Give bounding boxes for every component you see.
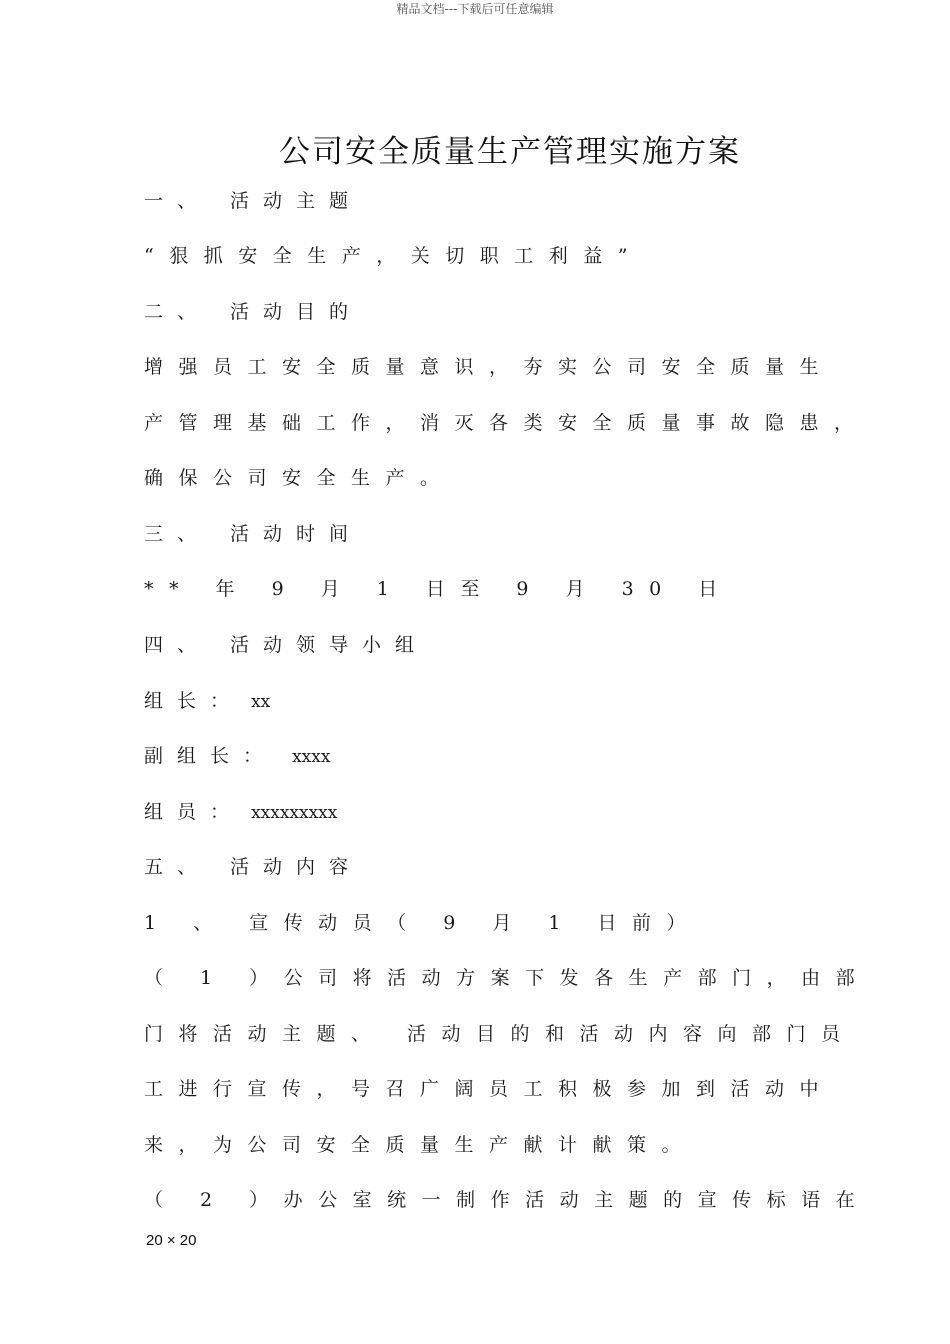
- page-header: 精品文档---下载后可任意编辑: [396, 2, 554, 16]
- paragraph-purpose-line-3: 确保公司安全生产。: [144, 467, 455, 489]
- section-heading-5: 五、 活动内容: [144, 856, 363, 878]
- paragraph-purpose-line-2: 产管理基础工作，消灭各类安全质量事故隐患，: [144, 412, 869, 434]
- page-size-label: 20 × 20: [146, 1232, 197, 1249]
- paragraph-time: ** 年 9 月 1 日至 9 月 30 日: [144, 578, 733, 600]
- leader-label: 组长：: [144, 690, 244, 712]
- members-label: 组员：: [144, 801, 244, 823]
- section-heading-1: 一、 活动主题: [144, 190, 363, 212]
- vice-leader-value: xxxx: [292, 747, 331, 767]
- paragraph-item-1-line-2: 门将活动主题、 活动目的和活动内容向部门员: [144, 1023, 856, 1045]
- members-value: xxxxxxxxx: [251, 803, 338, 823]
- paragraph-item-2-line-1: （ 2 ）办公室统一制作活动主题的宣传标语在: [144, 1189, 871, 1211]
- subsection-heading-1: 1 、 宣传动员（ 9 月 1 日前）: [144, 912, 702, 934]
- paragraph-item-1-line-3: 工进行宣传，号召广阔员工积极参加到活动中: [144, 1078, 835, 1100]
- paragraph-item-1-line-1: （ 1 ）公司将活动方案下发各生产部门，由部: [144, 967, 871, 989]
- paragraph-item-1-line-4: 来，为公司安全质量生产献计献策。: [144, 1134, 697, 1156]
- vice-leader-row: [144, 741, 330, 771]
- paragraph-purpose-line-1: 增强员工安全质量意识，夯实公司安全质量生: [144, 356, 835, 378]
- section-heading-4: 四、 活动领导小组: [144, 634, 429, 656]
- leader-value: xx: [251, 692, 271, 712]
- paragraph-theme: “狠抓安全生产，关切职工利益”: [144, 245, 643, 267]
- vice-leader-label: 副组长：: [144, 745, 277, 767]
- document-title: 公司安全质量生产管理实施方案: [279, 134, 741, 170]
- section-heading-3: 三、 活动时间: [144, 523, 363, 545]
- section-heading-2: 二、 活动目的: [144, 301, 363, 323]
- leader-row: [144, 686, 270, 716]
- members-row: [144, 797, 337, 827]
